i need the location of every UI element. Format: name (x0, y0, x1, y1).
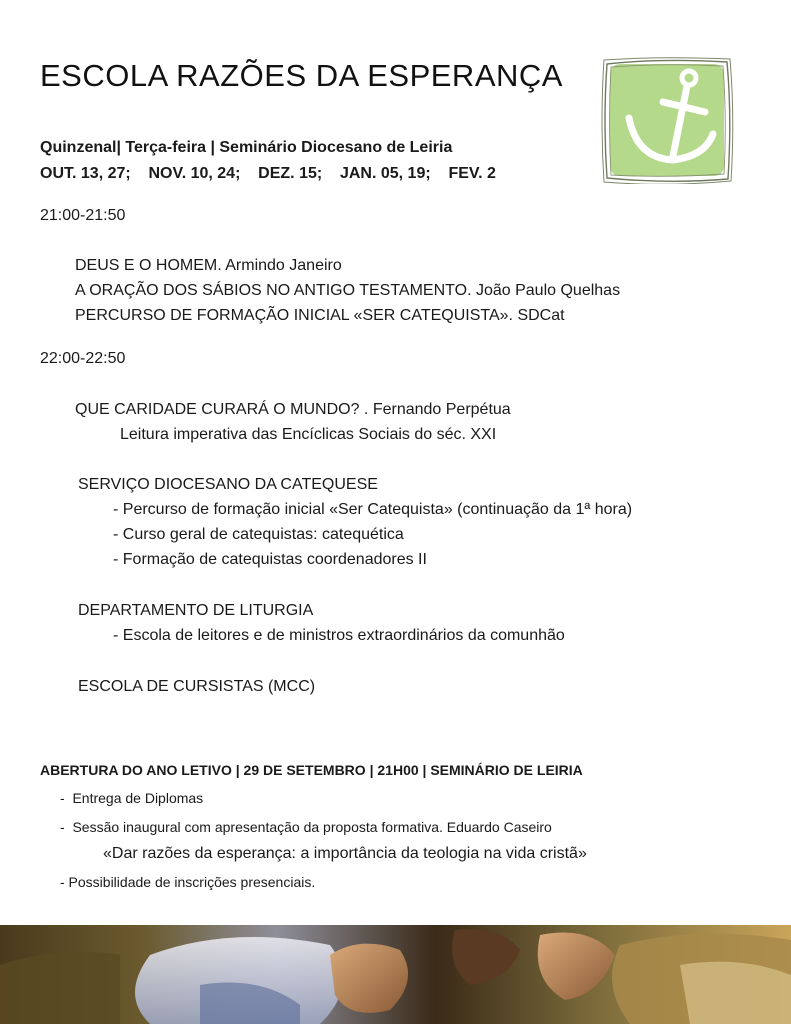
catequese-item: - Formação de catequistas coordenadores II (113, 551, 427, 568)
slot1-item: PERCURSO DE FORMAÇÃO INICIAL «SER CATEQUISTA». SDCat (75, 307, 565, 324)
liturgia-heading: DEPARTAMENTO DE LITURGIA (78, 602, 314, 619)
schedule-frequency: Quinzenal| Terça-feira | Seminário Diocesano de Leiria (40, 139, 453, 156)
slot1-time: 21:00-21:50 (40, 207, 126, 224)
page-title: ESCOLA RAZÕES DA ESPERANÇA (40, 58, 563, 93)
catequese-item: - Curso geral de catequistas: catequética (113, 526, 404, 543)
abertura-quote: «Dar razões da esperança: a importância da teologia na vida cristã» (103, 845, 587, 862)
slot1-item: DEUS E O HOMEM. Armindo Janeiro (75, 257, 342, 274)
anchor-icon (601, 56, 735, 184)
catequese-item: - Percurso de formação inicial «Ser Catequista» (continuação da 1ª hora) (113, 501, 633, 518)
caridade-subtitle: Leitura imperativa das Encíclicas Sociais do séc. XXI (120, 426, 497, 443)
liturgia-item: - Escola de leitores e de ministros extraordinários da comunhão (113, 627, 565, 644)
caridade-heading: QUE CARIDADE CURARÁ O MUNDO? . Fernando Perpétua (75, 401, 511, 418)
abertura-item: - Entrega de Diplomas (60, 790, 204, 806)
abertura-item: - Possibilidade de inscrições presenciais. (60, 874, 316, 890)
abertura-item: - Sessão inaugural com apresentação da proposta formativa. Eduardo Caseiro (60, 819, 552, 835)
cursistas-heading: ESCOLA DE CURSISTAS (MCC) (78, 678, 316, 695)
abertura-heading: ABERTURA DO ANO LETIVO | 29 DE SETEMBRO | 21H00 | SEMINÁRIO DE LEIRIA (40, 762, 583, 778)
painting-hands-image (0, 925, 791, 1024)
slot2-time: 22:00-22:50 (40, 350, 126, 367)
catequese-heading: SERVIÇO DIOCESANO DA CATEQUESE (78, 476, 378, 493)
slot1-item: A ORAÇÃO DOS SÁBIOS NO ANTIGO TESTAMENTO. João Paulo Quelhas (75, 282, 621, 299)
schedule-dates: OUT. 13, 27; NOV. 10, 24; DEZ. 15; JAN. 05, 19; FEV. 2 (40, 165, 496, 182)
